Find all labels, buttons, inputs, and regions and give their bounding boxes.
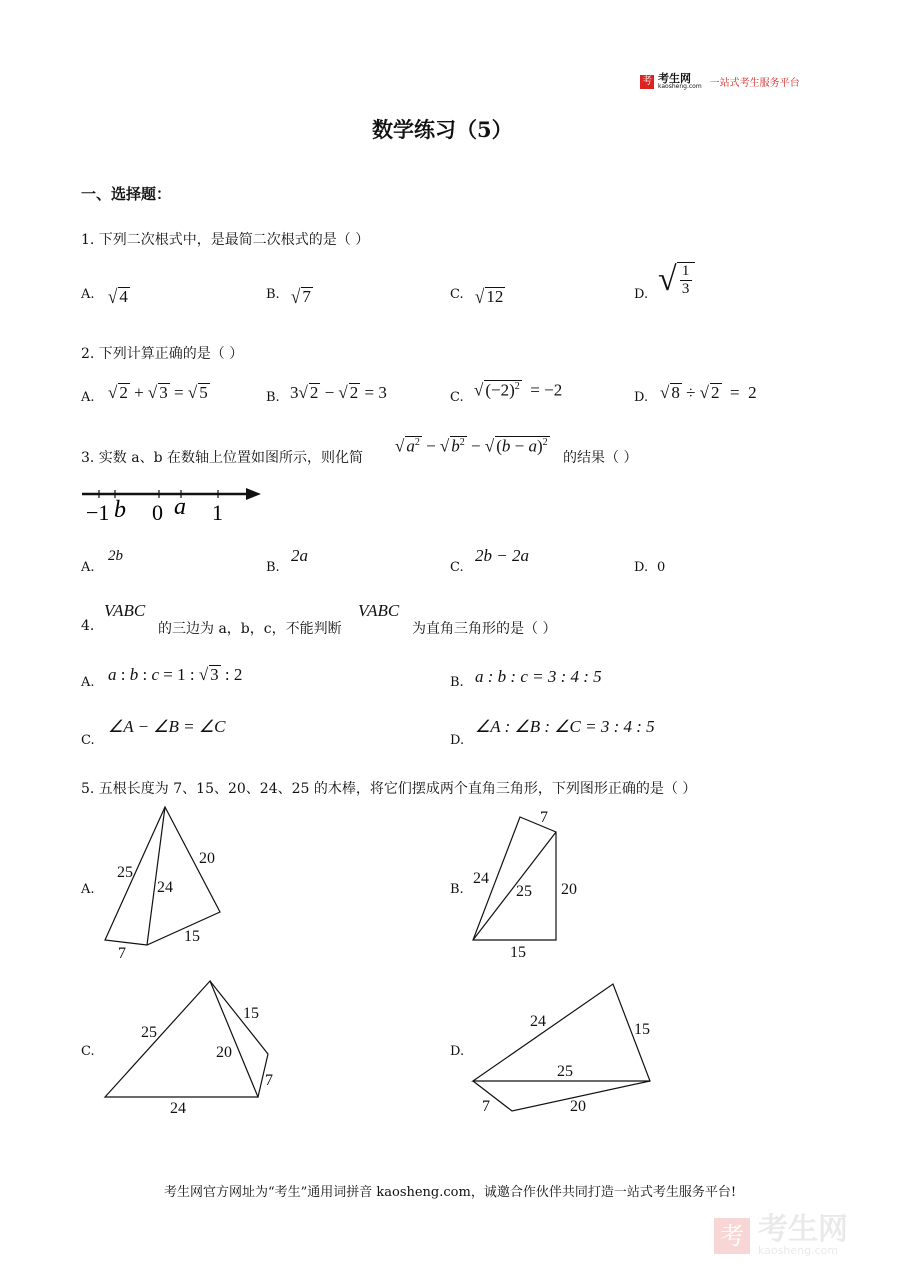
q5-figure-b [468,805,588,965]
q4-option-b-label: B. [450,675,464,690]
q2-option-d-label: D. [634,390,649,405]
q2-option-b: 3√ 2 − √ 2 = 3 [290,383,387,402]
figa-label-7: 7 [118,945,126,962]
q4-stem-middle: 的三边为 a，b，c，不能判断 [158,621,342,637]
q3-option-a-label: A. [81,560,95,575]
tick-label-one: 1 [212,500,223,525]
q4-option-b: a : b : c = 3 : 4 : 5 [475,667,602,686]
q3-option-c-label: C. [450,560,464,575]
brand-logo [640,73,800,90]
q3-option-d: 0 [657,560,666,575]
figa-label-24: 24 [157,879,173,896]
q4-option-a: a : b : c = 1 : √ 3 : 2 [108,665,243,684]
tick-label-b: b [114,497,126,523]
figb-label-20: 20 [561,881,577,898]
q1-option-c: √ 12 [475,285,504,308]
figb-label-24: 24 [473,870,489,887]
logo-icon: 考 [642,75,652,87]
tick-label-neg-one: −1 [86,500,110,525]
page-title: 数学练习（5） [372,117,513,142]
watermark-icon: 考 [714,1218,750,1254]
figc-label-15: 15 [243,1005,259,1022]
q3-expression: √ $a^2$ − √ $b^2$ − √ $(b - a)^2$ [395,436,548,456]
figd-label-15: 15 [634,1021,650,1038]
q2-option-c: √ $(-2)^2 = -2$ [474,380,563,400]
question-4-number: 4. [81,618,95,634]
q2-option-a: √ 2 + √ 3 = √ 5 [108,383,208,402]
q3-option-d-label: D. [634,560,649,575]
q1-option-a-label: A. [81,287,95,302]
q2-option-a-label: A. [81,390,95,405]
q4-option-d: ∠A : ∠B : ∠C = 3 : 4 : 5 [475,717,655,736]
q4-option-a-label: A. [81,675,95,690]
section-heading: 一、选择题： [81,185,172,203]
question-5-stem: 5. 五根长度为 7、15、20、24、25 的木棒，将它们摆成两个直角三角形，下列图形正确的是（ ） [81,781,697,797]
q4-option-c: ∠A − ∠B = ∠C [108,717,226,736]
q5-figure-d [468,975,668,1120]
q3-option-a: 2b [108,548,123,564]
figa-label-20: 20 [199,850,215,867]
q4-option-c-label: C. [81,733,95,748]
q5-option-c-label: C. [81,1044,95,1059]
q1-option-a: √ 4 [108,285,128,308]
watermark-en: kaosheng.com [758,1244,839,1257]
q5-figure-c [100,975,280,1120]
brand-slogan: 一站式考生服务平台 [709,78,800,89]
q3-option-b: 2a [291,546,308,565]
q4-stem-tail: 为直角三角形的是（ ） [412,621,557,637]
q1-option-b: √ 7 [291,285,311,308]
q4-triangle-symbol-1: VABC [104,601,146,620]
number-line-arrow [246,488,261,500]
q5-figure-a [100,805,230,965]
figb-label-7: 7 [540,809,548,826]
figa-label-25: 25 [117,864,133,881]
number-line-figure [78,484,268,526]
q3-option-b-label: B. [266,560,280,575]
q5-option-d-label: D. [450,1044,465,1059]
q4-triangle-symbol-2: VABC [358,601,400,620]
brand-name: 考生网 [658,72,691,85]
brand-domain: kaosheng.com [658,83,702,90]
q1-option-d: √ 1 3 [658,262,695,299]
q2-option-c-label: C. [450,390,464,405]
footer-text: 考生网官方网址为“考生”通用词拼音 kaosheng.com，诚邀合作伙伴共同打造一站式考生服务平台! [163,1185,737,1200]
question-3-stem-end: 的结果（ ） [563,450,638,466]
figc-label-20: 20 [216,1044,232,1061]
figb-label-25: 25 [516,883,532,900]
q5-option-a-label: A. [81,882,95,897]
tick-label-zero: 0 [152,500,163,525]
q1-option-d-label: D. [634,287,649,302]
question-1-stem: 1. 下列二次根式中，是最简二次根式的是（ ） [81,232,370,248]
q1-option-b-label: B. [266,287,280,302]
figd-label-20: 20 [570,1098,586,1115]
figd-label-7: 7 [482,1098,490,1115]
figc-label-25: 25 [141,1024,157,1041]
q2-option-b-label: B. [266,390,280,405]
figd-label-25: 25 [557,1063,573,1080]
q5-option-b-label: B. [450,882,464,897]
q3-option-c: 2b − 2a [475,546,529,565]
figc-label-24: 24 [170,1100,186,1117]
figa-label-15: 15 [184,928,200,945]
question-3-stem: 3. 实数 a、b 在数轴上位置如图所示，则化简 [81,450,364,466]
tick-label-a: a [174,494,186,520]
figb-label-15: 15 [510,944,526,961]
figd-label-24: 24 [530,1013,546,1030]
q4-option-d-label: D. [450,733,465,748]
figc-label-7: 7 [265,1072,273,1089]
q2-option-d: √ 8 ÷ √ 2 = 2 [660,383,757,402]
watermark-logo [714,1212,848,1257]
q1-option-c-label: C. [450,287,464,302]
question-2-stem: 2. 下列计算正确的是（ ） [81,346,244,362]
watermark-cn: 考生网 [758,1212,848,1247]
